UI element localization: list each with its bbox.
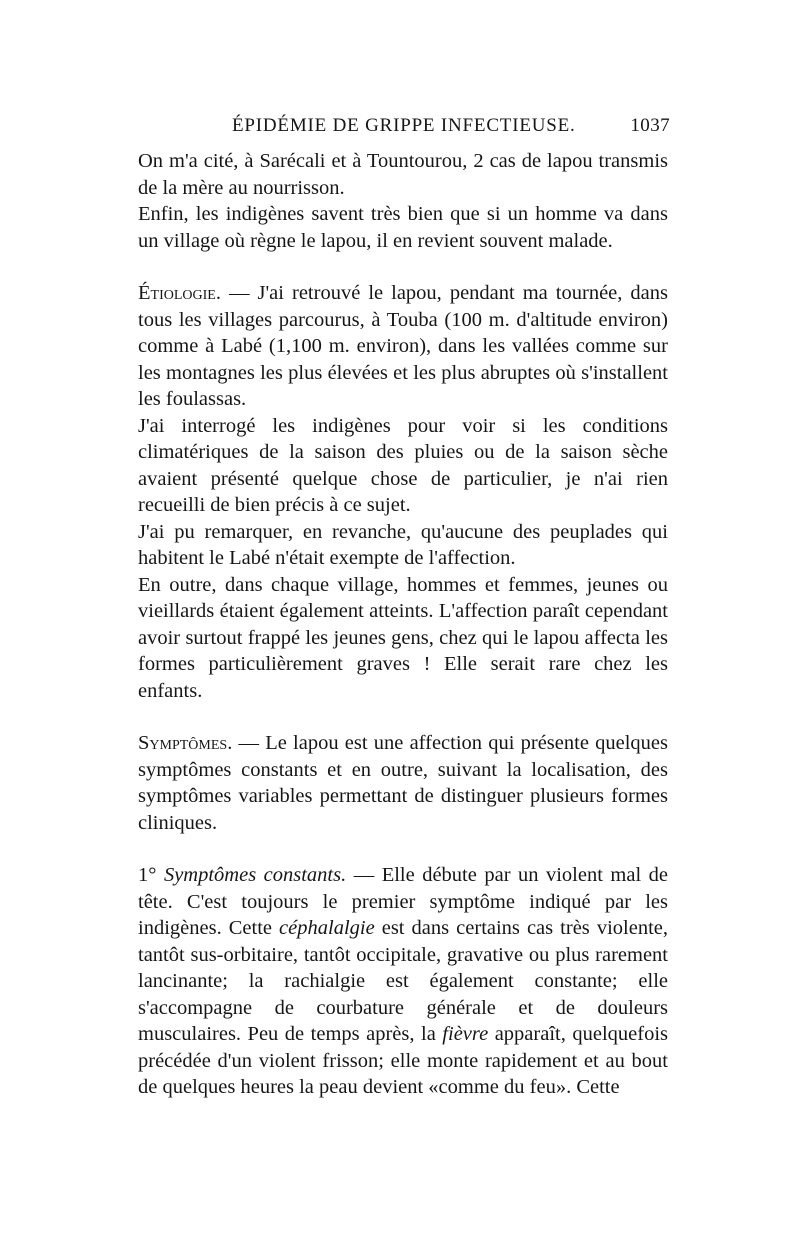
section-symptomes: Symptômes. — Le lapou est une affection qui présente quelques symptômes constants et en outre, suivant la localisation, des symptômes variables permettant de distinguer plusieurs formes cliniques. [138,732,668,834]
page-number: 1037 [630,115,670,136]
header-title: ÉPIDÉMIE DE GRIPPE INFECTIEUSE. [232,115,576,136]
paragraph: J'ai interrogé les indigènes pour voir si les conditions climatériques de la saison des pluies ou de la saison sèche avaient présenté quelque chose de particulier, je n'ai rien recueilli de bien précis à ce sujet. [138,414,668,516]
subsection-heading: Symptômes constants. [163,864,347,886]
emphasis-term: fièvre [442,1023,489,1045]
emphasis-term: céphalalgie [279,917,375,939]
subsection-symptomes-constants: 1° Symptômes constants. — Elle débute par un violent mal de tête. C'est toujours le premier symptôme indiqué par les indigènes. Cette céphalalgie est dans certains cas très violente, tantôt sus-orbitaire, tantôt occipitale, gravative ou plus rarement lancinante; la rachialgie est également constante; elle s'accompagne de courbature générale et de douleurs musculaires. Peu de temps après, la fièvre apparaît, quelquefois précédée d'un violent frisson; elle monte rapidement et au bout de quelques heures la peau devient «comme du feu». Cette [138,864,668,1098]
paragraph: On m'a cité, à Sarécali et à Tountourou, 2 cas de lapou transmis de la mère au nourrisson. [138,150,668,199]
paragraph: J'ai pu remarquer, en revanche, qu'aucune des peuplades qui habitent le Labé n'était exempte de l'affection. [138,520,668,569]
paragraph: En outre, dans chaque village, hommes et femmes, jeunes ou vieillards étaient également atteints. L'affection paraît cependant avoir surtout frappé les jeunes gens, chez qui le lapou affecta les formes particulièrement graves ! Elle serait rare chez les enfants. [138,573,668,702]
paragraph: Enfin, les indigènes savent très bien que si un homme va dans un village où règne le lapou, il en revient souvent malade. [138,203,668,252]
body-text [138,148,668,1101]
section-etiologie: Étiologie. — J'ai retrouvé le lapou, pendant ma tournée, dans tous les villages parcourus, à Touba (100 m. d'altitude environ) comme à Labé (1,100 m. environ), dans les vallées comme sur les montagnes les plus élevées et les plus abruptes où s'installent les foulassas. [138,282,668,410]
section-heading: Symptômes. [138,732,233,754]
section-heading: Étiologie. [138,282,221,304]
